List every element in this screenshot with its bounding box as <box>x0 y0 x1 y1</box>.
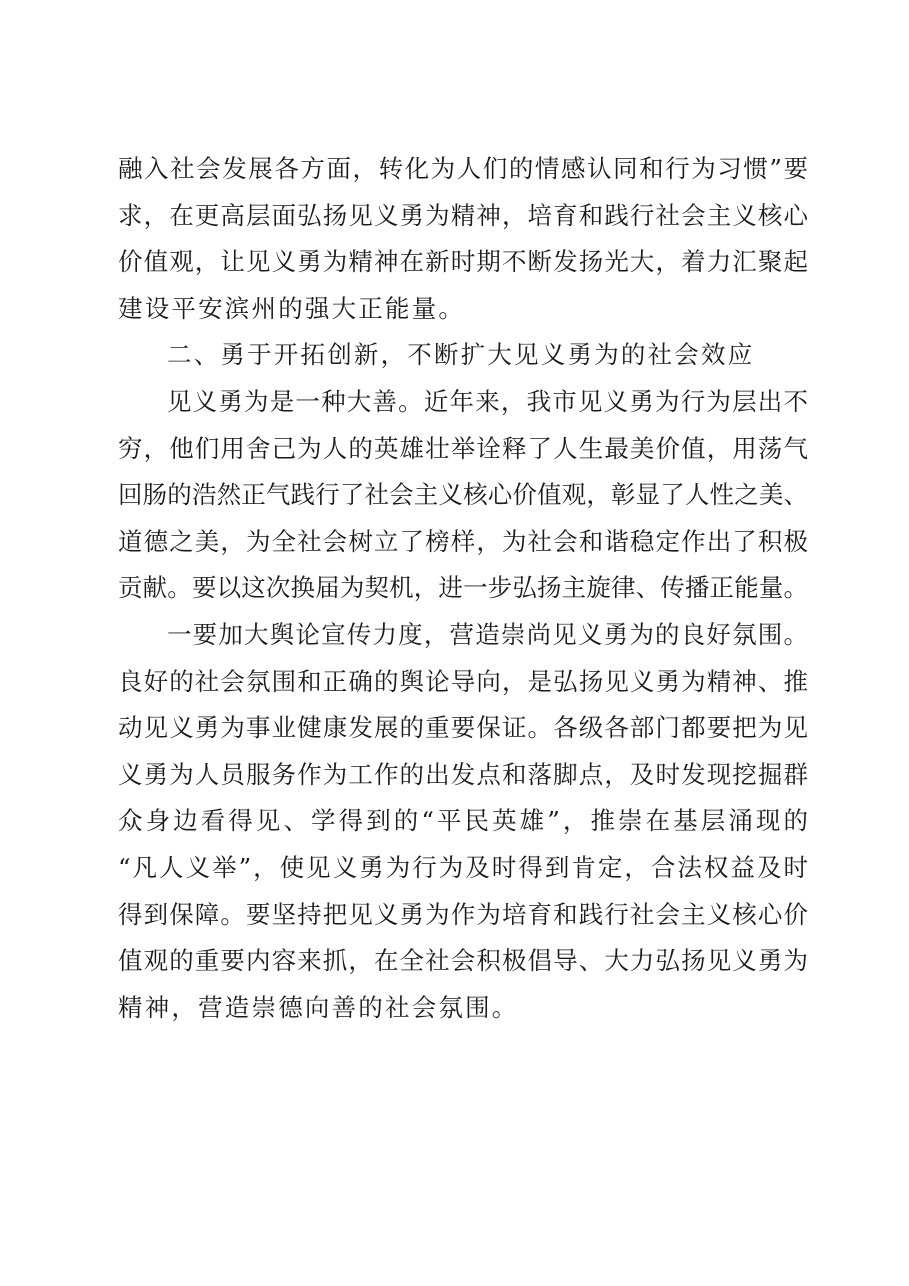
text-line: 融入社会发展各方面，转化为人们的情感认同和行为习惯”要 <box>118 154 808 183</box>
text-line: “凡人义举”，使见义勇为行为及时得到肯定，合法权益及时 <box>118 852 808 882</box>
text-line: 价值观，让见义勇为精神在新时期不断发扬光大，着力汇聚起 <box>118 247 808 277</box>
text-line: 良好的社会氛围和正确的舆论导向，是弘扬见义勇为精神、推 <box>118 666 808 696</box>
text-line: 值观的重要内容来抓，在全社会积极倡导、大力弘扬见义勇为 <box>118 946 808 976</box>
section-heading: 二、勇于开拓创新，不断扩大见义勇为的社会效应 <box>167 340 755 370</box>
document-body <box>118 146 808 1031</box>
text-line: 求，在更高层面弘扬见义勇为精神，培育和践行社会主义核心 <box>118 200 808 230</box>
text-line: 贡献。要以这次换届为契机，进一步弘扬主旋律、传播正能量。 <box>118 573 808 603</box>
text-line: 一要加大舆论宣传力度，营造崇尚见义勇为的良好氛围。 <box>167 619 808 649</box>
text-line: 精神，营造崇德向善的社会氛围。 <box>118 992 519 1022</box>
text-line: 回肠的浩然正气践行了社会主义核心价值观，彰显了人性之美、 <box>118 480 808 510</box>
text-line: 得到保障。要坚持把见义勇为作为培育和践行社会主义核心价 <box>118 899 808 929</box>
text-line: 动见义勇为事业健康发展的重要保证。各级各部门都要把为见 <box>118 713 808 743</box>
text-line: 穷，他们用舍己为人的英雄壮举诠释了人生最美价值，用荡气 <box>118 433 808 463</box>
text-line: 建设平安滨州的强大正能量。 <box>118 293 466 323</box>
text-line: 众身边看得见、学得到的“平民英雄”，推崇在基层涌现的 <box>118 806 808 836</box>
text-line: 见义勇为是一种大善。近年来，我市见义勇为行为层出不 <box>167 386 808 416</box>
text-line: 义勇为人员服务作为工作的出发点和落脚点，及时发现挖掘群 <box>118 759 808 789</box>
text-line: 道德之美，为全社会树立了榜样，为社会和谐稳定作出了积极 <box>118 526 808 556</box>
